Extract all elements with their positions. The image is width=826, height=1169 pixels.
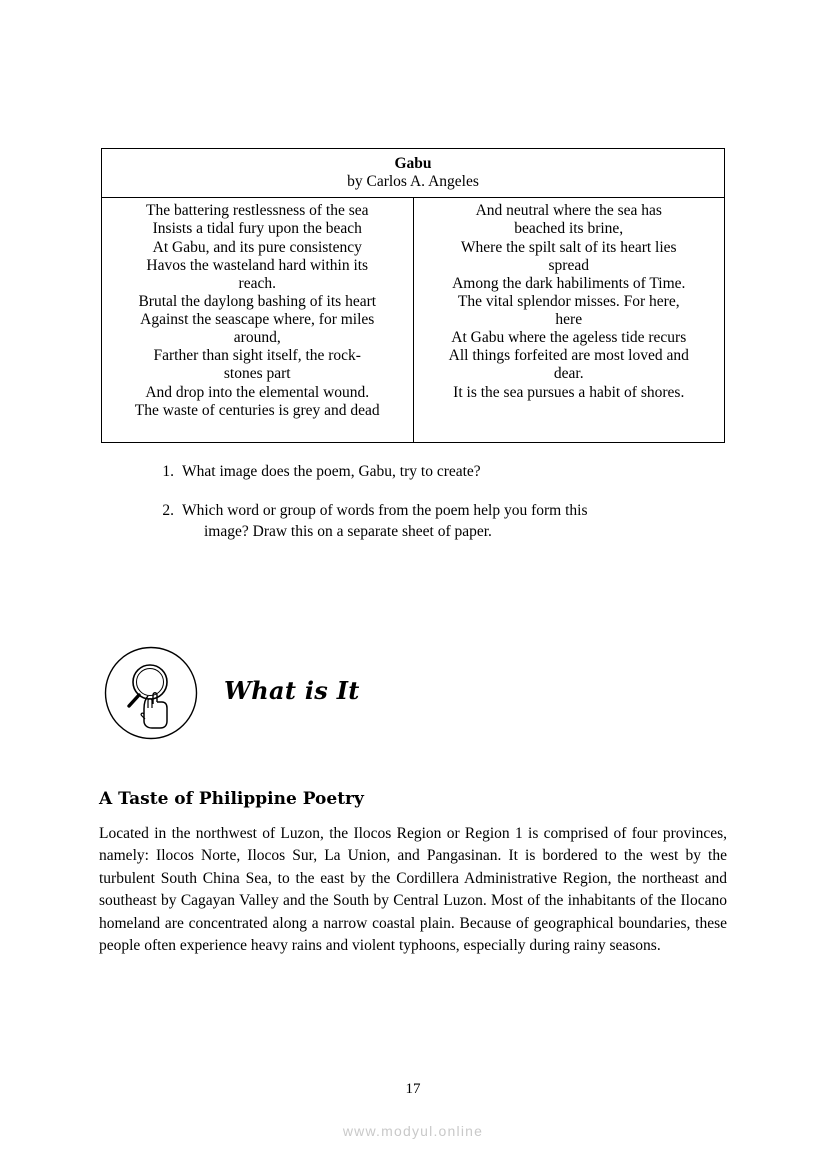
poem-line: Among the dark habiliments of Time. xyxy=(452,274,686,292)
poem-title: Gabu xyxy=(394,155,432,172)
question-line: image? Draw this on a separate sheet of paper. xyxy=(204,522,492,540)
questions-list xyxy=(152,462,672,561)
poem-line: Against the seascape where, for miles xyxy=(140,311,375,328)
poem-right-column xyxy=(413,198,725,443)
poem-line: reach. xyxy=(238,274,276,292)
poem-table xyxy=(101,148,725,443)
poem-line: And neutral where the sea has xyxy=(475,202,662,220)
poem-line: The battering restlessness of the sea xyxy=(145,202,369,220)
poem-line: The vital splendor misses. For here, xyxy=(457,292,680,310)
poem-line: Havos the wasteland hard within its xyxy=(146,256,369,274)
question-item xyxy=(152,501,672,543)
question-text xyxy=(182,462,672,483)
poem-line: Where the spilt salt of its heart lies xyxy=(460,238,677,256)
watermark: www.modyul.online xyxy=(342,1123,484,1139)
poem-line: here xyxy=(555,311,583,328)
poem-line: Farther than sight itself, the rock- xyxy=(153,347,361,365)
question-line: Which word or group of words from the poem help you form this xyxy=(182,501,588,519)
poem-line: dear. xyxy=(553,365,584,383)
question-item xyxy=(152,462,672,483)
poem-line: All things forfeited are most loved and xyxy=(448,347,689,365)
poem-author: by Carlos A. Angeles xyxy=(347,173,479,191)
question-line: What image does the poem, Gabu, try to create? xyxy=(182,463,481,480)
poem-line: around, xyxy=(233,329,281,347)
question-text xyxy=(182,501,672,543)
question-number: 2. xyxy=(162,501,174,519)
poem-line: Brutal the daylong bashing of its heart xyxy=(138,292,377,310)
poem-line: beached its brine, xyxy=(514,220,624,238)
section-paragraph: Located in the northwest of Luzon, the Ilocos Region or Region 1 is comprised of four provinces, namely: Ilocos Norte, Ilocos Sur, La Union, and Pangasinan. It is bordered to the west by the turbulent South China Sea, to the east by the Cordillera Administrative Region, the northeast and southeast by Cagayan Valley and the South by Central Luzon. Most of the inhabitants of the Ilocano homeland are concentrated along a narrow coastal plain. Because of geographical boundaries, these people often experience heavy rains and violent typhoons, especially during rainy seasons. xyxy=(99,825,727,955)
poem-line: It is the sea pursues a habit of shores. xyxy=(453,383,685,401)
poem-left-column xyxy=(102,198,414,443)
poem-line: spread xyxy=(548,256,589,274)
poem-line: And drop into the elemental wound. xyxy=(145,383,370,401)
poem-line: Insists a tidal fury upon the beach xyxy=(152,220,362,238)
section-heading: A Taste of Philippine Poetry xyxy=(99,789,364,809)
magnifying-glass-hand-icon xyxy=(104,646,198,740)
page-number: 17 xyxy=(405,1081,421,1097)
poem-body-row xyxy=(102,198,725,443)
question-number: 1. xyxy=(162,463,174,480)
poem-line: stones part xyxy=(223,365,291,383)
poem-line: The waste of centuries is grey and dead xyxy=(134,401,380,419)
poem-header-cell xyxy=(102,149,725,198)
what-is-it-label: What is It xyxy=(224,676,360,705)
poem-line: At Gabu where the ageless tide recurs xyxy=(451,329,687,347)
poem-line: At Gabu, and its pure consistency xyxy=(152,238,362,256)
poem-header-row xyxy=(102,149,725,198)
